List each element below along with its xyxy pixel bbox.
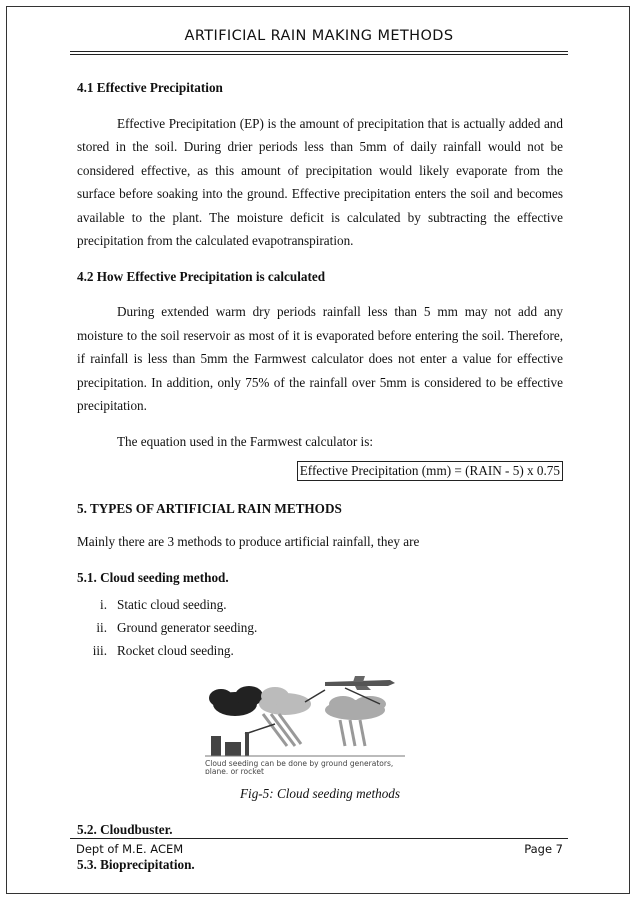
section-4-2-paragraph-1: During extended warm dry periods rainfall less than 5 mm may not add any moisture to the soil reservoir as most of it is evaporated before entering the soil. Therefore, if rainfall is less than 5mm the Farmwest calculator does not enter a value for effective precipitation. In addition, only 75% of the rainfall over 5mm is considered to be effective precipitation. (77, 304, 563, 413)
list-item-text: Static cloud seeding. (117, 597, 227, 612)
list-item (77, 639, 563, 662)
section-4-2-paragraph-2: The equation used in the Farmwest calculator is: (117, 433, 373, 449)
footer-rule (70, 838, 568, 839)
section-4-1-paragraph: Effective Precipitation (EP) is the amount of precipitation that is actually added and stored in the soil. During drier periods less than 5mm of daily rainfall would not be considered effective, as this amount of precipitation would likely evaporate from the surface before soaking into the ground. Effective precipitation enters the soil and becomes available to the plant. The moisture deficit is calculated by subtracting the effective precipitation from the calculated evapotranspiration. (77, 115, 563, 248)
list-item-text: Ground generator seeding. (117, 620, 258, 635)
section-5-heading: 5. TYPES OF ARTIFICIAL RAIN METHODS (77, 500, 342, 516)
section-4-2-heading: 4.2 How Effective Precipitation is calculated (77, 268, 326, 284)
list-item-number: i. (100, 597, 107, 612)
airplane-icon (325, 676, 395, 690)
footer-page-number: Page 7 (524, 842, 563, 856)
equation-row (77, 459, 563, 483)
footer-department: Dept of M.E. ACEM (76, 842, 184, 856)
list-item-text: Rocket cloud seeding. (117, 643, 234, 658)
page-header-title: ARTIFICIAL RAIN MAKING METHODS (184, 28, 454, 44)
list-item-number: iii. (92, 643, 107, 658)
header-rule-top (70, 51, 568, 52)
list-item-number: ii. (96, 620, 107, 635)
cloud-left-icon (209, 686, 263, 716)
image-caption-line-2: plane, or rocket (205, 767, 264, 774)
section-5-1-heading: 5.1. Cloud seeding method. (77, 569, 229, 585)
cloud-seeding-illustration (205, 674, 435, 774)
image-caption-line-1: Cloud seeding can be done by ground generators, (205, 759, 394, 768)
ground-generator-icon (211, 732, 249, 756)
list-item (77, 593, 563, 616)
page-content (77, 66, 563, 881)
equation-box: Effective Precipitation (mm) = (RAIN - 5) x 0.75 (297, 461, 563, 481)
section-5-2-heading: 5.2. Cloudbuster. (77, 821, 173, 837)
header-rule-bottom (70, 54, 568, 55)
section-5-3-heading: 5.3. Bioprecipitation. (77, 857, 195, 872)
cloud-seeding-figure (205, 674, 435, 774)
cloud-center-icon (259, 687, 311, 715)
section-5-intro: Mainly there are 3 methods to produce artificial rainfall, they are (77, 534, 420, 549)
list-item (77, 616, 563, 639)
section-4-1-heading: 4.1 Effective Precipitation (77, 80, 223, 95)
cloud-right-icon (325, 696, 386, 720)
cloud-seeding-list (77, 593, 563, 662)
figure-caption: Fig-5: Cloud seeding methods (239, 786, 401, 801)
